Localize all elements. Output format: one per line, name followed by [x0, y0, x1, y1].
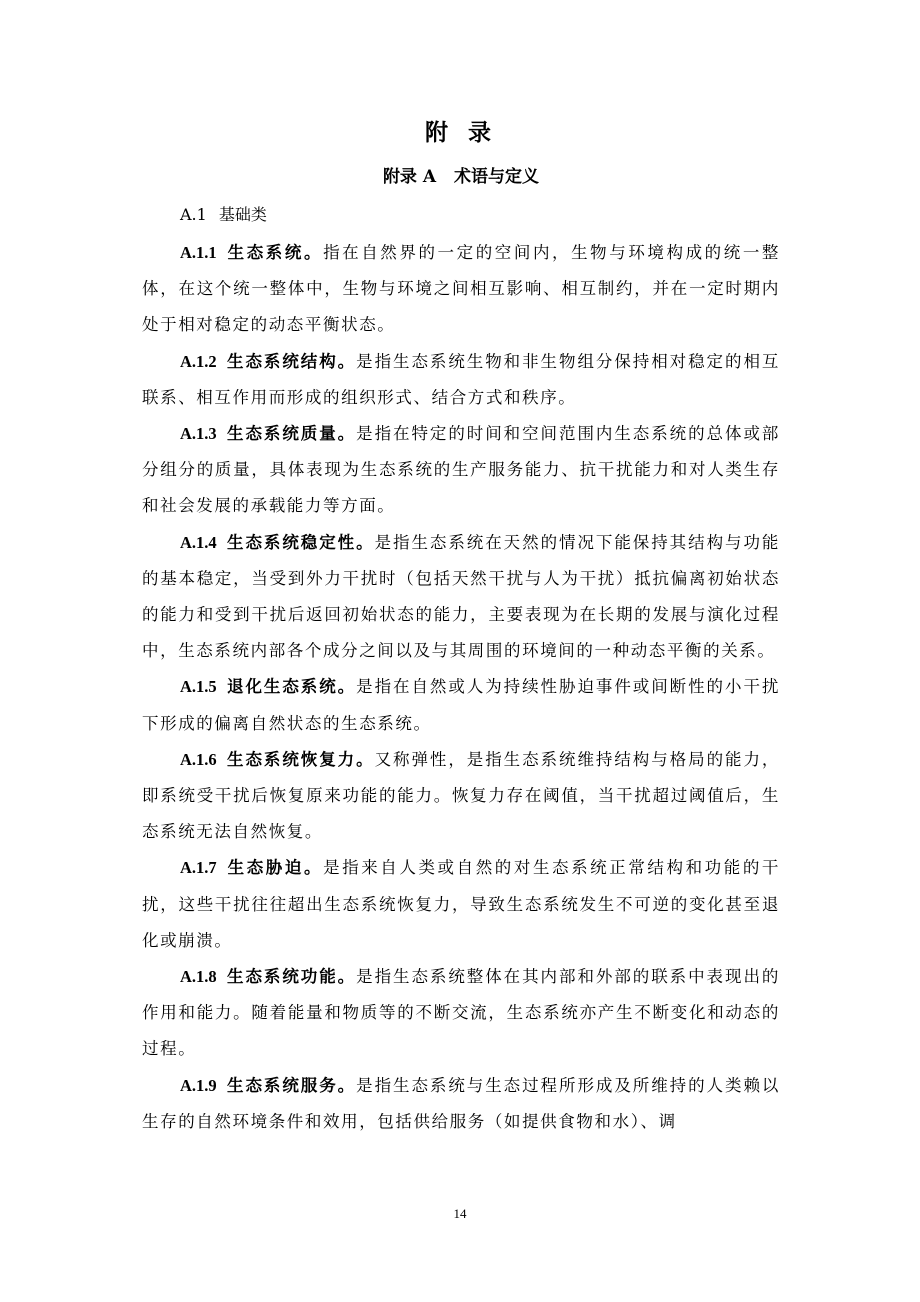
appendix-title: 术语与定义 — [454, 167, 540, 187]
entry-term: 生态系统质量。 — [226, 424, 357, 444]
appendix-heading — [142, 163, 780, 191]
entry-definition: 是指生态系统整体在其内部和外部的联系中表现出的作用和能力。随着能量和物质等的不断交流，生态系统亦产生不断变化和动态的过程。 — [142, 967, 780, 1059]
definition-entry — [142, 344, 780, 416]
definition-entry — [142, 416, 780, 525]
page-number: 14 — [453, 1206, 467, 1221]
entry-number: A.1.1 — [180, 243, 217, 262]
definition-entry — [142, 1068, 780, 1140]
definition-entry — [142, 742, 780, 851]
entry-term: 生态系统服务。 — [226, 1075, 357, 1095]
entry-number: A.1.7 — [180, 858, 217, 878]
entry-definition: 又称弹性，是指生态系统维持结构与格局的能力，即系统受干扰后恢复原来功能的能力。恢复力存在阈值，当干扰超过阈值后，生态系统无法自然恢复。 — [142, 749, 780, 842]
entry-term: 生态系统恢复力。 — [226, 749, 375, 769]
entry-number: A.1.8 — [180, 967, 217, 987]
section-title: 基础类 — [218, 205, 267, 224]
definition-entry — [142, 959, 780, 1068]
entry-definition: 是指生态系统在天然的情况下能保持其结构与功能的基本稳定，当受到外力干扰时（包括天然干扰与人为干扰）抵抗偏离初始状态的能力和受到干扰后返回初始状态的能力，主要表现为在长期的发展与演化过程中，生态系统内部各个成分之间以及与其周围的环境间的一种动态平衡的关系。 — [142, 532, 780, 661]
entry-definition: 是指来自人类或自然的对生态系统正常结构和功能的干扰，这些干扰往往超出生态系统恢复力，导致生态系统发生不可逆的变化甚至退化或崩溃。 — [142, 858, 781, 950]
entry-definition: 是指在特定的时间和空间范围内生态系统的总体或部分组分的质量，具体表现为生态系统的生产服务能力、抗干扰能力和对人类生存和社会发展的承载能力等方面。 — [142, 424, 780, 516]
definition-entry — [142, 850, 780, 959]
entry-definition: 是指在自然或人为持续性胁迫事件或间断性的小干扰下形成的偏离自然状态的生态系统。 — [142, 677, 780, 733]
entry-term: 生态胁迫。 — [226, 858, 324, 878]
section-heading — [180, 201, 267, 229]
entry-term: 生态系统稳定性。 — [226, 532, 375, 552]
entry-term: 生态系统。 — [226, 243, 324, 262]
page-title: 附 录 — [424, 119, 497, 146]
entry-number: A.1.4 — [180, 532, 217, 552]
entry-term: 生态系统功能。 — [226, 967, 357, 987]
entry-term: 退化生态系统。 — [226, 677, 357, 697]
entry-number: A.1.5 — [180, 677, 217, 697]
definition-entry — [142, 235, 780, 344]
entry-number: A.1.9 — [180, 1075, 217, 1095]
section-number: A.1 — [180, 205, 207, 224]
entry-number: A.1.2 — [180, 351, 217, 371]
entry-definition: 是指生态系统生物和非生物组分保持相对稳定的相互联系、相互作用而形成的组织形式、结合方式和秩序。 — [142, 351, 780, 407]
entry-definition: 指在自然界的一定的空间内，生物与环境构成的统一整体，在这个统一整体中，生物与环境之间相互影响、相互制约，并在一定时期内处于相对稳定的动态平衡状态。 — [142, 243, 781, 335]
entry-definition: 是指生态系统与生态过程所形成及所维持的人类赖以生存的自然环境条件和效用，包括供给服务（如提供食物和水）、调 — [142, 1075, 780, 1131]
entry-term: 生态系统结构。 — [226, 351, 357, 371]
entry-number: A.1.3 — [180, 424, 217, 444]
definition-entry — [142, 669, 780, 741]
entry-number: A.1.6 — [180, 749, 217, 769]
definitions-list — [142, 235, 780, 1140]
appendix-label: 附录 A — [382, 167, 437, 187]
definition-entry — [142, 525, 780, 670]
